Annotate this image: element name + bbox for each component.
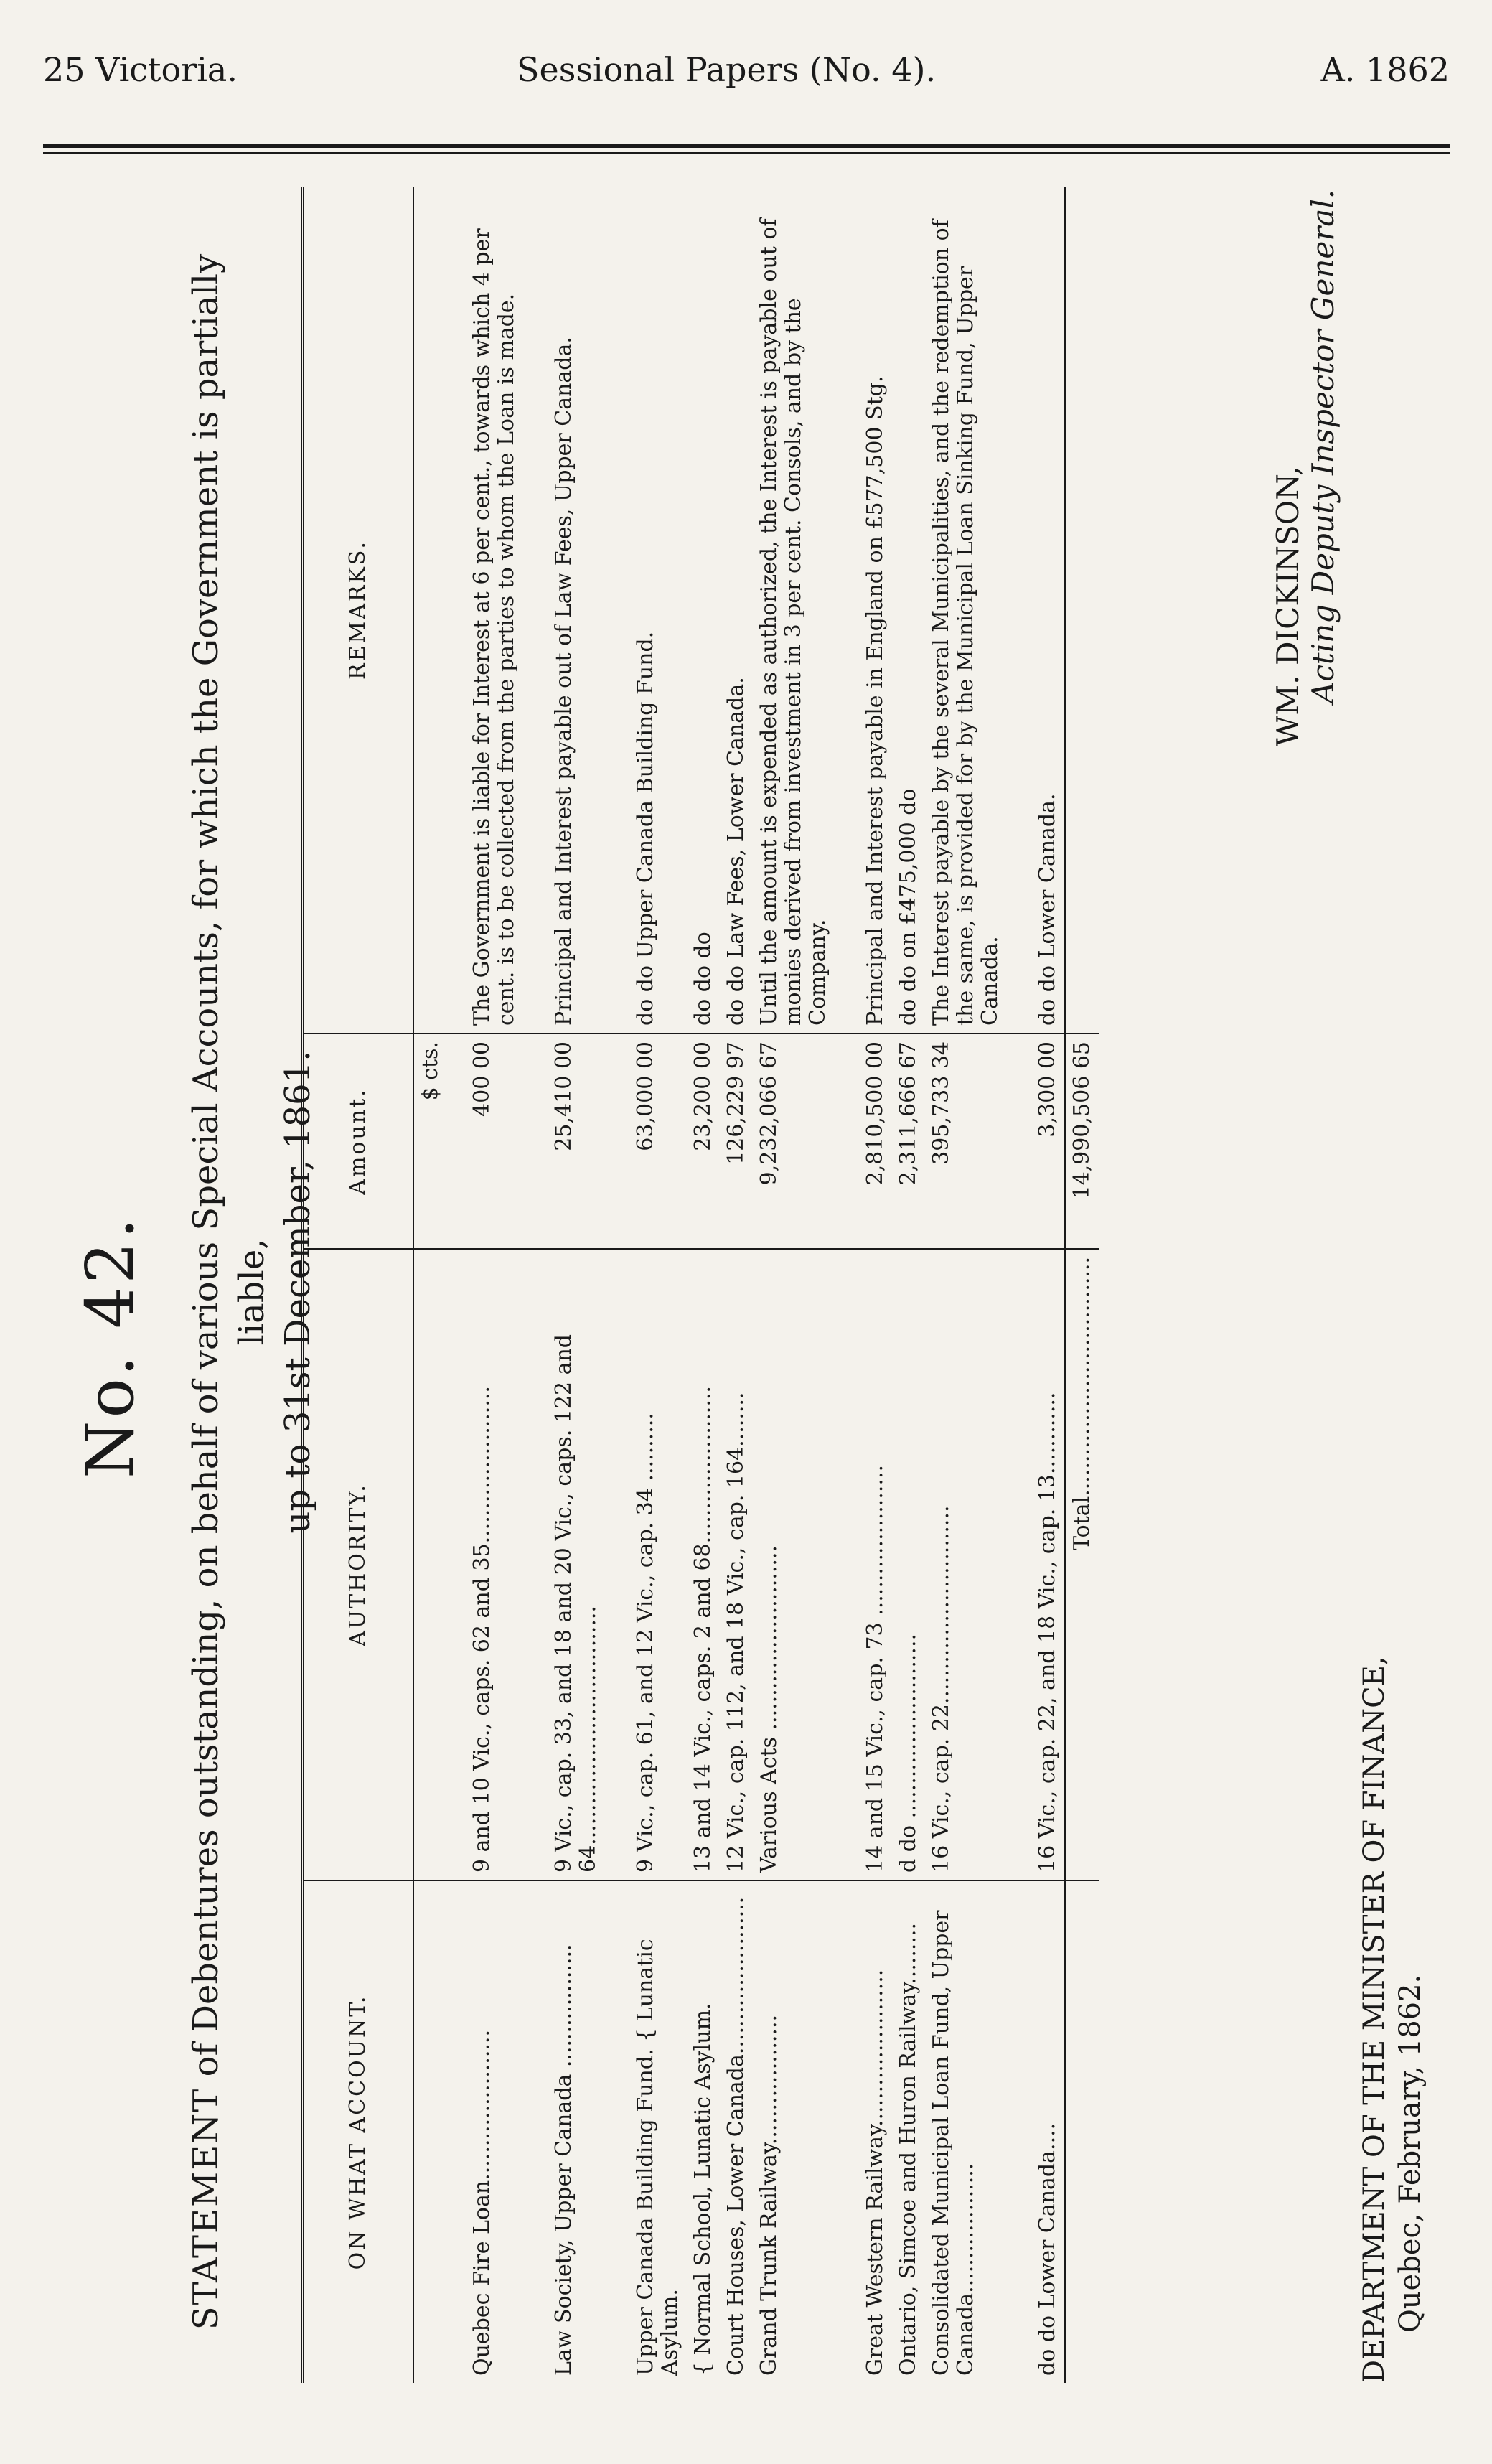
rotated-statement bbox=[57, 172, 1442, 2412]
header-rule bbox=[43, 144, 1450, 148]
table-row bbox=[1031, 187, 1065, 2383]
row-amount: 63,000 00 bbox=[629, 1034, 687, 1249]
col-amount: Amount. bbox=[303, 1034, 414, 1249]
statement-title bbox=[183, 244, 321, 2340]
row-account: Law Society, Upper Canada .................. bbox=[551, 1944, 576, 2376]
table-row bbox=[753, 187, 835, 2383]
debentures-table bbox=[301, 187, 1099, 2383]
row-account: { Normal School, Lunatic Asylum. bbox=[690, 2002, 715, 2376]
department-name: DEPARTMENT OF THE MINISTER OF FINANCE, bbox=[1358, 1656, 1391, 2383]
row-account: Great Western Railway....................... bbox=[863, 1969, 888, 2376]
row-account: Quebec Fire Loan...................... bbox=[469, 2030, 494, 2376]
row-remarks: do do Upper Canada Building Fund. bbox=[629, 187, 687, 1034]
table-row bbox=[925, 187, 1007, 2383]
row-authority: 12 Vic., cap. 112, and 18 Vic., cap. 164........ bbox=[720, 1249, 753, 1880]
row-amount: 126,229 97 bbox=[720, 1034, 753, 1249]
row-account: do do Lower Canada.... bbox=[1035, 2122, 1060, 2376]
total-amount: 14,990,506 65 bbox=[1065, 1034, 1099, 1249]
unit-row bbox=[413, 187, 466, 2383]
total-label: Total................................... bbox=[1065, 1249, 1099, 1880]
signatory-name: WM. DICKINSON, bbox=[1270, 466, 1305, 746]
header-session: 25 Victoria. bbox=[43, 50, 238, 89]
col-authority: AUTHORITY. bbox=[303, 1249, 414, 1880]
row-authority: 9 and 10 Vic., caps. 62 and 35....................... bbox=[466, 1249, 523, 1880]
row-account: Consolidated Municipal Loan Fund, Upper Canada................... bbox=[929, 1910, 978, 2376]
row-remarks: The Government is liable for Interest at 6 per cent., towards which 4 per cent. is to be collected from the parties to whom the Loan is made. bbox=[466, 187, 523, 1034]
row-remarks: Until the amount is expended as authorized, the Interest is payable out of monies derived from investment in 3 per cent. Consols, and by the Company. bbox=[753, 187, 835, 1034]
row-account: Court Houses, Lower Canada....................... bbox=[723, 1896, 749, 2376]
row-remarks: do do Lower Canada. bbox=[1031, 187, 1065, 1034]
row-account: Ontario, Simcoe and Huron Railway......... bbox=[896, 1922, 921, 2376]
col-remarks: REMARKS. bbox=[303, 187, 414, 1034]
row-authority: d do ........................... bbox=[892, 1249, 925, 1880]
row-authority: Various Acts ........................... bbox=[753, 1249, 835, 1880]
total-row bbox=[1065, 187, 1099, 2383]
table-row bbox=[892, 187, 925, 2383]
row-remarks: do do do bbox=[687, 187, 720, 1034]
row-authority: 16 Vic., cap. 22, and 18 Vic., cap. 13............ bbox=[1031, 1249, 1065, 1880]
table-row bbox=[687, 187, 720, 2383]
row-amount: 9,232,066 67 bbox=[753, 1034, 835, 1249]
row-remarks: Principal and Interest payable out of Law Fees, Upper Canada. bbox=[548, 187, 605, 1034]
row-amount: 2,311,666 67 bbox=[892, 1034, 925, 1249]
row-amount: 25,410 00 bbox=[548, 1034, 605, 1249]
row-authority: 9 Vic., cap. 61, and 12 Vic., cap. 34 .......... bbox=[629, 1249, 687, 1880]
document-number: No. 42. bbox=[72, 1214, 149, 1479]
signature-block bbox=[1270, 189, 1341, 746]
row-remarks: Principal and Interest payable in England on £577,500 Stg. bbox=[859, 187, 892, 1034]
row-remarks: The Interest payable by the several Municipalities, and the redemption of the same, is provided for by the Municipal Loan Sinking Fund, Upper Canada. bbox=[925, 187, 1007, 1034]
title-lead: STATEMENT bbox=[186, 2087, 226, 2331]
row-authority: 9 Vic., cap. 33, and 18 and 20 Vic., caps. 122 and 64................................... bbox=[548, 1249, 605, 1880]
row-authority: 16 Vic., cap. 22............................. bbox=[925, 1249, 1007, 1880]
row-amount: 23,200 00 bbox=[687, 1034, 720, 1249]
table-row bbox=[466, 187, 523, 2383]
title-line2: up to 31st December, 1861. bbox=[278, 1050, 318, 1534]
row-account: Grand Trunk Railway................... bbox=[756, 2014, 782, 2376]
row-amount: 395,733 34 bbox=[925, 1034, 1007, 1249]
table-row bbox=[720, 187, 753, 2383]
table-row bbox=[548, 187, 605, 2383]
row-amount: 3,300 00 bbox=[1031, 1034, 1065, 1249]
signatory-role: Acting Deputy Inspector General. bbox=[1305, 189, 1341, 703]
amount-units: $ cts. bbox=[413, 1034, 466, 1249]
department-date: Quebec, February, 1862. bbox=[1394, 1974, 1427, 2333]
title-line1: of Debentures outstanding, on behalf of various Special Accounts, for which the Government is partially liable, bbox=[186, 253, 272, 2077]
col-account: ON WHAT ACCOUNT. bbox=[303, 1880, 414, 2383]
row-amount: 400 00 bbox=[466, 1034, 523, 1249]
row-authority: 13 and 14 Vic., caps. 2 and 68....................... bbox=[687, 1249, 720, 1880]
department-block bbox=[1356, 1656, 1428, 2383]
table-row bbox=[859, 187, 892, 2383]
table-row bbox=[629, 187, 687, 2383]
header-rule-thin bbox=[43, 152, 1450, 154]
table-header-row bbox=[303, 187, 414, 2383]
row-account: Upper Canada Building Fund. { Lunatic Asylum. bbox=[633, 1939, 682, 2376]
row-remarks: do do Law Fees, Lower Canada. bbox=[720, 187, 753, 1034]
page-header bbox=[43, 50, 1450, 108]
header-paper-title: Sessional Papers (No. 4). bbox=[517, 50, 937, 89]
row-remarks: do do on £475,000 do bbox=[892, 187, 925, 1034]
row-authority: 14 and 15 Vic., cap. 73 ...................... bbox=[859, 1249, 892, 1880]
row-amount: 2,810,500 00 bbox=[859, 1034, 892, 1249]
header-year: A. 1862 bbox=[1320, 50, 1450, 89]
